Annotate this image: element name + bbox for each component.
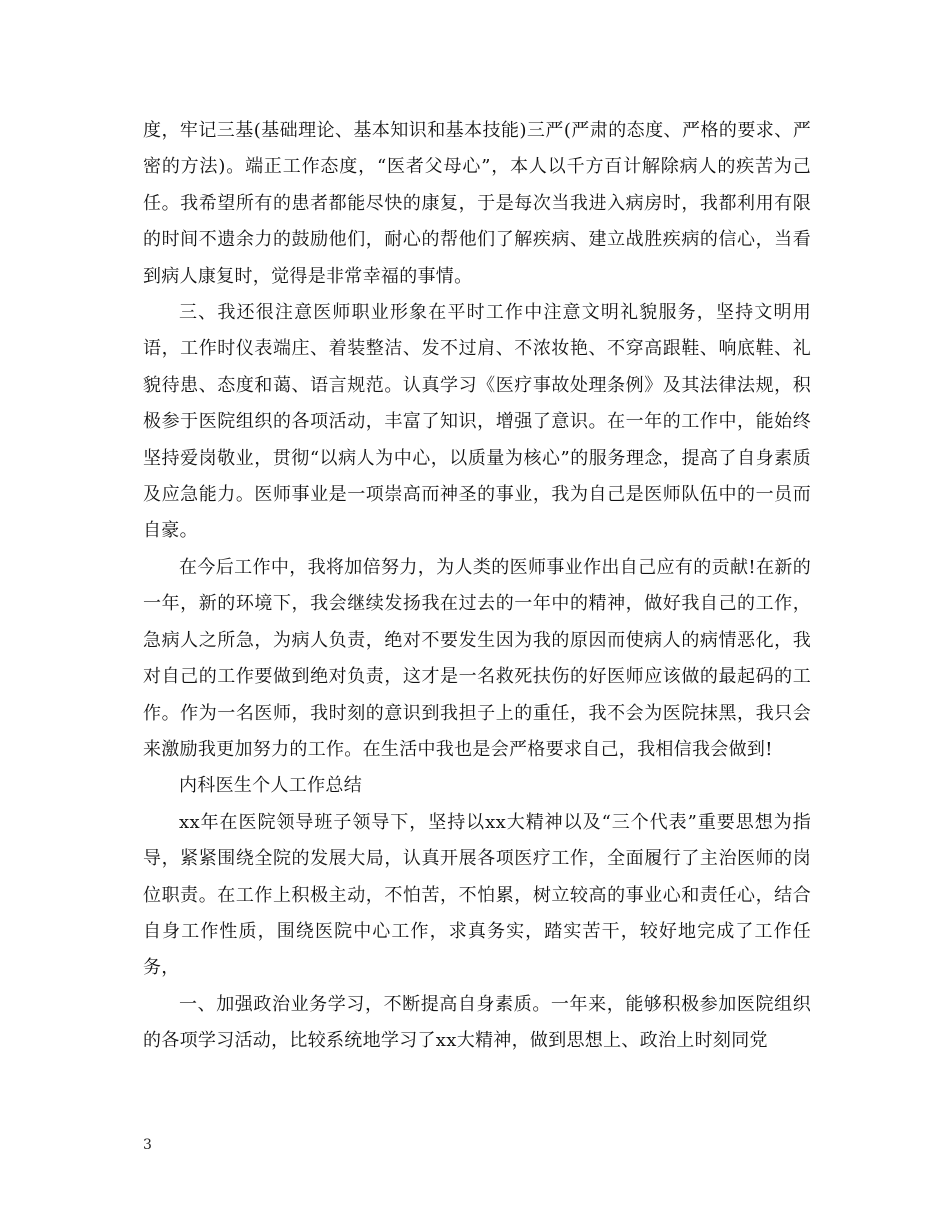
paragraph-professional-image: 三、我还很注意医师职业形象在平时工作中注意文明礼貌服务，坚持文明用语，工作时仪表端庄、着装整洁、发不过肩、不浓妆艳、不穿高跟鞋、响底鞋、礼貌待患、态度和蔼、语言规范。认真学习《医疗事故处理条例》及其法律法规，积极参于医院组织的各项活动，丰富了知识，增强了意识。在一年的工作中，能始终坚持爱岗敬业，贯彻“以病人为中心，以质量为核心”的服务理念，提高了自身素质及应急能力。医师事业是一项崇高而神圣的事业，我为自己是医师队伍中的一员而自豪。 (143, 302, 811, 542)
paragraph-continuation-attitude: 度，牢记三基(基础理论、基本知识和基本技能)三严(严肃的态度、严格的要求、严密的方法)。端正工作态度，“医者父母心”，本人以千方百计解除病人的疾苦为己任。我希望所有的患者都能尽快的康复，于是每次当我进入病房时，我都利用有限的时间不遗余力的鼓励他们，耐心的帮他们了解疾病、建立战胜疾病的信心，当看到病人康复时，觉得是非常幸福的事情。 (143, 120, 811, 287)
page-number: 3 (143, 1137, 152, 1153)
document-body (143, 113, 811, 1060)
section-heading-internal-medicine-summary: 内科医生个人工作总结 (179, 775, 362, 797)
paragraph-annual-overview: xx年在医院领导班子领导下，坚持以xx大精神以及“三个代表”重要思想为指导，紧紧围绕全院的发展大局，认真开展各项医疗工作，全面履行了主治医师的岗位职责。在工作上积极主动，不怕苦，不怕累，树立较高的事业心和责任心，结合自身工作性质，围绕医院中心工作，求真务实，踏实苦干，较好地完成了工作任务， (143, 811, 811, 979)
paragraph-political-study: 一、加强政治业务学习，不断提高自身素质。一年来，能够积极参加医院组织的各项学习活动，比较系统地学习了xx大精神，做到思想上、政治上时刻同党 (143, 993, 811, 1052)
paragraph-future-work: 在今后工作中，我将加倍努力，为人类的医师事业作出自己应有的贡献!在新的一年，新的环境下，我会继续发扬我在过去的一年中的精神，做好我自己的工作，急病人之所急，为病人负责，绝对不要发生因为我的原因而使病人的病情恶化，我对自己的工作要做到绝对负责，这才是一名救死扶伤的好医师应该做的最起码的工作。作为一名医师，我时刻的意识到我担子上的重任，我不会为医院抹黑，我只会来激励我更加努力的工作。在生活中我也是会严格要求自己，我相信我会做到! (143, 556, 811, 760)
